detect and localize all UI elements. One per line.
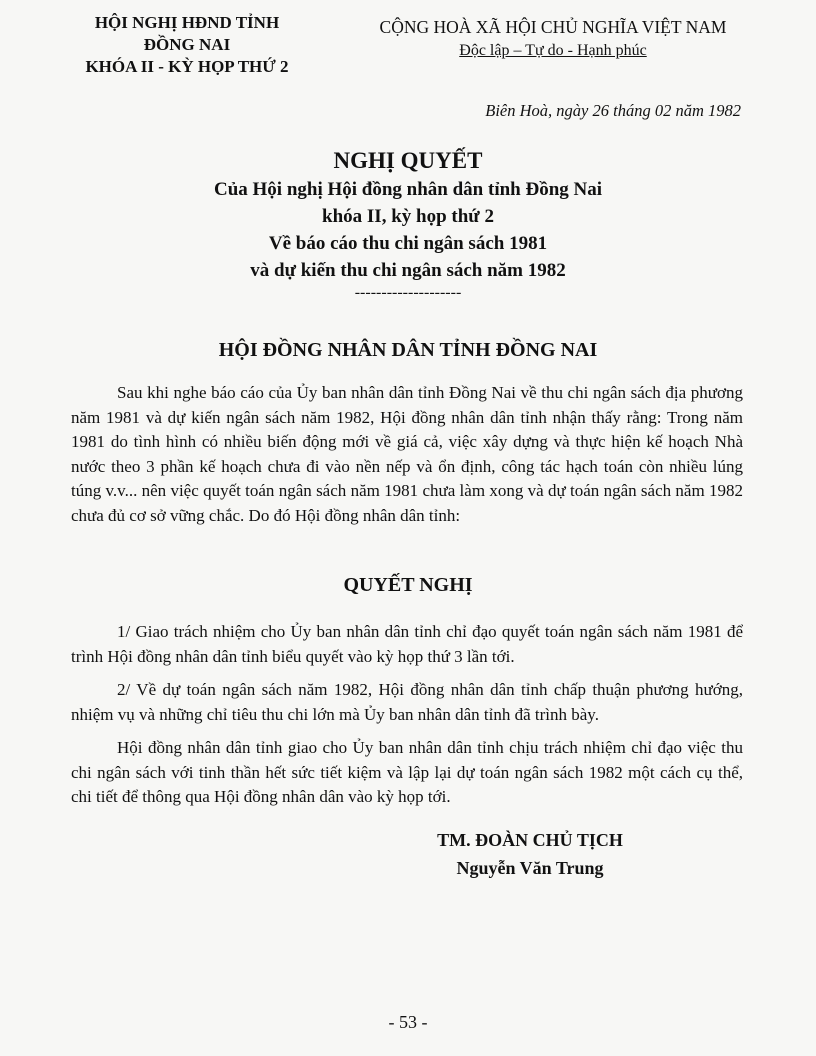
signature-name: Nguyễn Văn Trung — [456, 858, 604, 878]
date-line: Biên Hoà, ngày 26 tháng 02 năm 1982 — [485, 101, 741, 120]
clause-2: 2/ Về dự toán ngân sách năm 1982, Hội đồng nhân dân tỉnh chấp thuận phương hướng, nhiệm vụ và những chỉ tiêu thu chi lớn mà Ủy ban nhân dân tỉnh đã trình bày. — [71, 680, 743, 724]
signature-role: TM. ĐOÀN CHỦ TỊCH — [437, 830, 623, 850]
issuing-body-line-1: HỘI NGHỊ HĐND TỈNH — [94, 13, 280, 32]
resolution-heading: QUYẾT NGHỊ — [343, 574, 473, 596]
document-title: NGHỊ QUYẾT — [333, 148, 483, 173]
council-heading: HỘI ĐỒNG NHÂN DÂN TỈNH ĐỒNG NAI — [218, 339, 598, 361]
title-line-2: khóa II, kỳ họp thứ 2 — [322, 206, 494, 227]
national-title: CỘNG HOÀ XÃ HỘI CHỦ NGHĨA VIỆT NAM — [379, 17, 727, 37]
national-motto: Độc lập – Tự do - Hạnh phúc — [459, 42, 647, 59]
signature-block — [400, 826, 660, 882]
title-line-1: Của Hội nghị Hội đồng nhân dân tỉnh Đồng Nai — [213, 179, 603, 200]
page-number: - 53 - — [388, 1012, 428, 1032]
title-line-3: Về báo cáo thu chi ngân sách 1981 — [268, 233, 548, 254]
closing-paragraph: Hội đồng nhân dân tỉnh giao cho Ủy ban nhân dân tỉnh chịu trách nhiệm chỉ đạo việc thu chi ngân sách với tinh thần hết sức tiết kiệm và lập lại dự toán ngân sách 1982 một cách cụ thể, chi tiết để thông qua Hội đồng nhân dân vào kỳ họp tới. — [71, 738, 743, 806]
issuing-body-line-2: ĐỒNG NAI — [143, 35, 231, 54]
title-separator: -------------------- — [354, 284, 462, 301]
national-header — [338, 16, 768, 62]
issuing-body-header — [62, 12, 312, 78]
document-title-block — [0, 146, 816, 302]
preamble-paragraph: Sau khi nghe báo cáo của Ủy ban nhân dân tỉnh Đồng Nai về thu chi ngân sách địa phương năm 1981 và dự kiến ngân sách năm 1982, Hội đồng nhân dân tỉnh nhận thấy rằng: Trong năm 1981 do tình hình có nhiều biến động mới về giá cả, việc xây dựng và thực hiện kế hoạch Nhà nước theo 3 phần kế hoạch chưa đi vào nền nếp và ổn định, công tác hạch toán còn nhiều lúng túng v.v... nên việc quyết toán ngân sách năm 1981 chưa làm xong và dự toán ngân sách năm 1982 chưa đủ cơ sở vững chắc. Do đó Hội đồng nhân dân tỉnh: — [71, 383, 743, 525]
title-line-4: và dự kiến thu chi ngân sách năm 1982 — [250, 260, 566, 281]
clause-1: 1/ Giao trách nhiệm cho Ủy ban nhân dân tỉnh chỉ đạo quyết toán ngân sách năm 1981 để trình Hội đồng nhân dân tỉnh biểu quyết vào kỳ họp thứ 3 lần tới. — [71, 622, 743, 666]
issuing-body-line-3: KHÓA II - KỲ HỌP THỨ 2 — [85, 57, 289, 76]
